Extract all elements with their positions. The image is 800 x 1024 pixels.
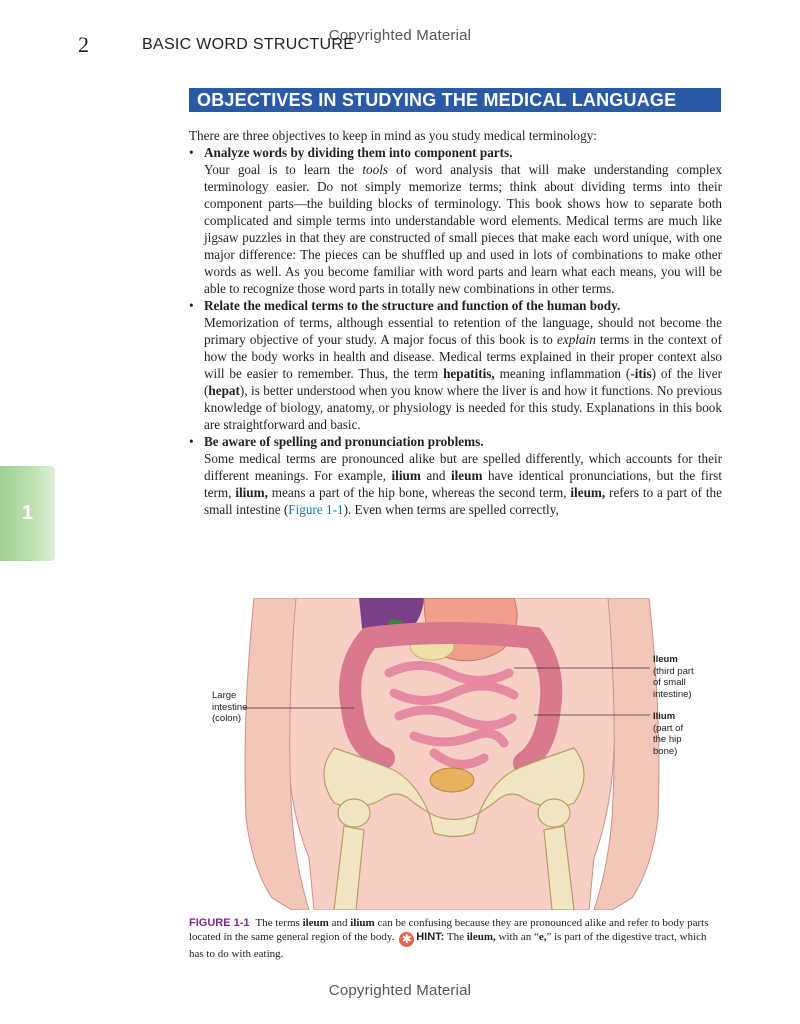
- text-run: meaning inflammation (: [494, 366, 631, 381]
- running-head: BASIC WORD STRUCTURE: [142, 36, 355, 53]
- objective-body: [204, 450, 722, 518]
- hint-star-icon: ✱: [399, 932, 414, 947]
- label-large-intestine: [212, 690, 247, 725]
- text-run: refers to a part of the small intestine (: [204, 485, 722, 517]
- bladder: [430, 768, 474, 792]
- text-run: ), is better understood when you know where the liver is and how it functions. No previous knowledge of biology, anatomy, or physiology is needed for this study. Explanations in this book are straightforward and basic.: [204, 383, 722, 432]
- text-run: ). Even when terms are spelled correctly,: [343, 502, 559, 517]
- objective-heading: Analyze words by dividing them into component parts.: [204, 145, 513, 160]
- intro-paragraph: There are three objectives to keep in mind as you study medical terminology:: [189, 128, 597, 143]
- text-run: The: [444, 931, 467, 943]
- text-run: means a part of the hip bone, whereas the second term,: [267, 485, 571, 500]
- body-text: [189, 127, 722, 518]
- label-line: (third part: [653, 665, 694, 677]
- figure-link[interactable]: Figure 1-1: [288, 502, 344, 517]
- emphasis: tools: [362, 162, 388, 177]
- watermark-top: Copyrighted Material: [328, 27, 472, 44]
- text-run: can be confusing because they are pronounced alike and refer to body parts located in the same general region of the body.: [189, 917, 709, 943]
- text-run: of word analysis that will make understanding complex terminology easier. Do not simply memorize terms; think about dividing terms into their component parts—the building blocks of terminology. This book shows how to separate both complicated and simple terms into understandable word elements. Medical terms are much like jigsaw puzzles in that they are constructed of small pieces that make each word unique, with one major difference: The pieces can be shuffled up and used in lots of combinations to make other words as well. As you become familiar with word parts and learn what each means, you will be able to recognize those word parts in totally new combinations in other terms.: [204, 162, 722, 296]
- emphasis: explain: [556, 332, 596, 347]
- term: hepatitis,: [443, 366, 495, 381]
- label-line: (colon): [212, 713, 242, 724]
- label-ilium: [653, 711, 683, 757]
- text-run: with an “: [495, 931, 539, 943]
- label-line: Large: [212, 690, 237, 701]
- label-line: of small: [653, 677, 686, 688]
- text-run: Some medical terms are pronounced alike but are spelled differently, which accounts for their different meanings. For example,: [204, 451, 722, 483]
- term: -itis: [630, 366, 652, 381]
- objective-item-1: [189, 144, 722, 297]
- figure-illustration: [184, 598, 724, 910]
- term: ileum,: [466, 931, 496, 943]
- term: ilium: [391, 468, 421, 483]
- text-run: and: [420, 468, 451, 483]
- text-run: Memorization of terms, although essential to retention of the language, should not become the primary objective of your study. A major focus of this book is to: [204, 315, 722, 347]
- text-run: have identical pronunciations, but the first term,: [204, 468, 722, 500]
- bullet-icon: •: [189, 434, 194, 449]
- watermark-bottom: Copyrighted Material: [328, 982, 472, 999]
- term: ileum: [302, 917, 329, 929]
- label-line: bone): [653, 745, 678, 757]
- label-line: (part of: [653, 722, 684, 734]
- objective-body: [204, 161, 722, 297]
- text-run: Your goal is to learn the: [204, 162, 363, 177]
- term: hepat: [208, 383, 240, 398]
- text-run: and: [328, 917, 351, 929]
- objective-item-3: [189, 433, 722, 518]
- text-run: ” is part of the digestive tract, which has to do with eating.: [189, 931, 707, 960]
- chapter-tab: 1: [0, 466, 55, 561]
- objective-item-2: [189, 297, 722, 433]
- figure-caption: [189, 916, 722, 961]
- label-title: Ileum: [653, 654, 678, 665]
- term: ilium: [350, 917, 375, 929]
- caption-label: FIGURE 1-1: [189, 917, 250, 929]
- hint-label: HINT:: [416, 931, 445, 943]
- term: ileum: [450, 468, 483, 483]
- text-run: The terms: [255, 917, 303, 929]
- page-number: 2: [78, 32, 89, 57]
- label-title: Ilium: [653, 711, 676, 722]
- bullet-icon: •: [189, 145, 194, 160]
- objective-heading: Relate the medical terms to the structure and function of the human body.: [204, 298, 621, 313]
- term: ileum,: [570, 485, 606, 500]
- objective-body: [204, 314, 722, 433]
- label-line: intestine: [212, 701, 248, 713]
- objective-heading: Be aware of spelling and pronunciation problems.: [204, 434, 484, 449]
- term: ilium,: [235, 485, 268, 500]
- text-run: ) of the liver (: [204, 366, 723, 398]
- anatomy-illustration: [184, 598, 724, 910]
- bullet-icon: •: [189, 298, 194, 313]
- label-ileum: [653, 654, 694, 700]
- label-line: intestine): [653, 688, 692, 700]
- text-run: terms in the context of how the body works in health and disease. Medical terms explained in their proper context also will be easier to remember. Thus, the term: [204, 332, 722, 381]
- label-line: the hip: [653, 734, 682, 745]
- term: e,: [538, 931, 547, 943]
- section-heading: OBJECTIVES IN STUDYING THE MEDICAL LANGUAGE: [189, 88, 721, 112]
